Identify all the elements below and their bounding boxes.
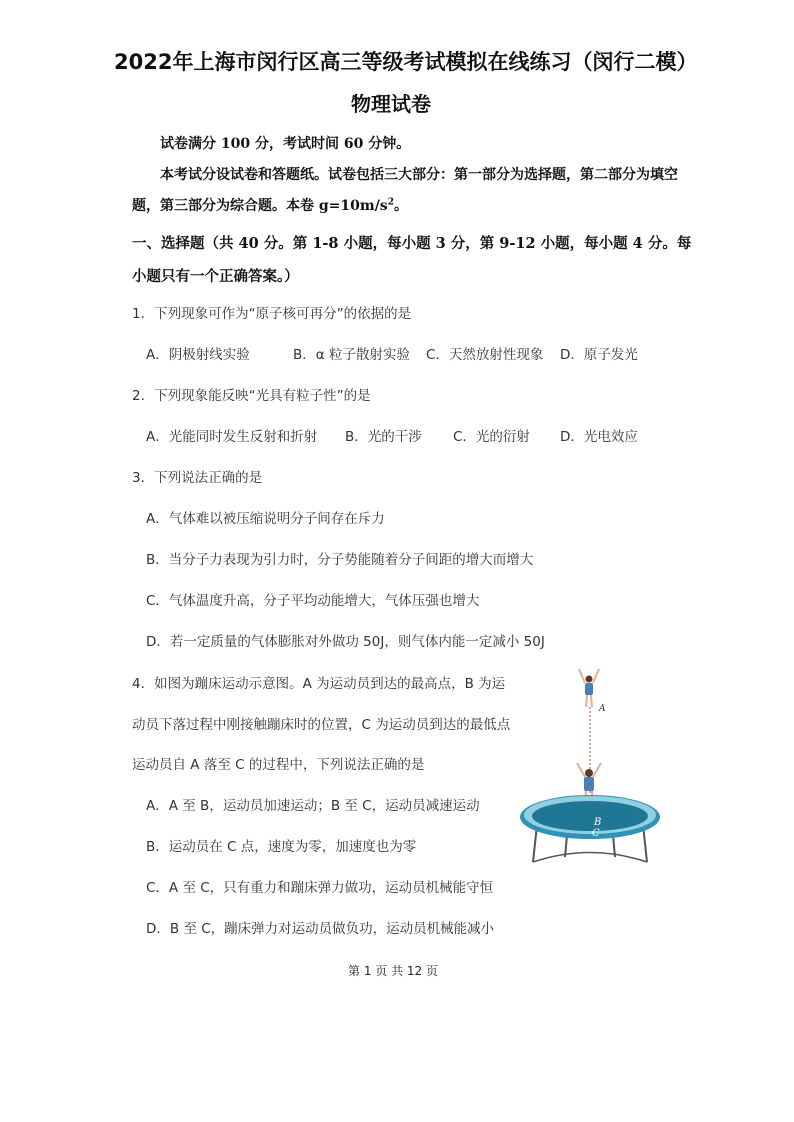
intro-line-3-text: 题，第三部分为综合题。本卷 g=10m/s — [132, 198, 388, 214]
question-1-option-d: D．原子发光 — [560, 347, 638, 363]
athlete-top — [579, 669, 599, 707]
question-4-stem-line-3: 运动员自 A 落至 C 的过程中，下列说法正确的是 — [132, 757, 425, 773]
page-subtitle: 物理试卷 — [351, 92, 431, 116]
intro-line-3-end: 。 — [393, 198, 408, 214]
section-1-heading-cont: 小题只有一个正确答案。） — [132, 268, 299, 285]
question-4-option-a: A．A 至 B，运动员加速运动；B 至 C，运动员减速运动 — [146, 798, 480, 814]
section-1-heading: 一、选择题（共 40 分。第 1-8 小题，每小题 3 分，第 9-12 小题，每小题 4 分。每 — [132, 235, 692, 252]
question-1-option-a: A．阴极射线实验 — [146, 347, 250, 363]
question-3-option-b: B．当分子力表现为引力时，分子势能随着分子间距的增大而增大 — [146, 552, 534, 568]
question-1-option-b: B．α 粒子散射实验 — [293, 347, 410, 363]
question-4-option-b: B．运动员在 C 点，速度为零，加速度也为零 — [146, 839, 417, 855]
trampoline-figure — [515, 665, 665, 865]
question-2-option-d: D．光电效应 — [560, 429, 638, 445]
question-1-option-c: C．天然放射性现象 — [426, 347, 544, 363]
question-2-option-a: A．光能同时发生反射和折射 — [146, 429, 318, 445]
question-3-option-c: C．气体温度升高，分子平均动能增大，气体压强也增大 — [146, 593, 480, 609]
intro-line-2: 本考试分设试卷和答题纸。试卷包括三大部分：第一部分为选择题，第二部分为填空 — [160, 167, 678, 183]
question-4-stem-line-1: 4．如图为蹦床运动示意图。A 为运动员到达的最高点，B 为运 — [132, 676, 506, 692]
label-b: B — [594, 817, 602, 828]
intro-line-3 — [132, 195, 408, 215]
trampoline — [520, 795, 660, 862]
page-footer: 第 1 页 共 12 页 — [348, 964, 438, 978]
question-2-option-c: C．光的衍射 — [453, 429, 530, 445]
question-2-stem: 2．下列现象能反映“光具有粒子性”的是 — [132, 388, 371, 404]
label-a: A — [599, 704, 606, 714]
question-4-option-d: D．B 至 C，蹦床弹力对运动员做负功，运动员机械能减小 — [146, 921, 495, 937]
question-4-stem-line-2: 动员下落过程中刚接触蹦床时的位置，C 为运动员到达的最低点 — [132, 717, 511, 733]
intro-line-1: 试卷满分 100 分，考试时间 60 分钟。 — [160, 136, 411, 152]
question-3-option-d: D．若一定质量的气体膨胀对外做功 50J，则气体内能一定减小 50J — [146, 634, 545, 650]
question-4-option-c: C．A 至 C，只有重力和蹦床弹力做功，运动员机械能守恒 — [146, 880, 494, 896]
question-2-option-b: B．光的干涉 — [345, 429, 422, 445]
question-3-stem: 3．下列说法正确的是 — [132, 470, 263, 486]
intro-line-3-sup: 2 — [387, 197, 394, 208]
label-c: C — [592, 828, 600, 839]
question-3-option-a: A．气体难以被压缩说明分子间存在斥力 — [146, 511, 385, 527]
question-1-stem: 1．下列现象可作为“原子核可再分”的依据的是 — [132, 306, 412, 322]
page-title: 2022年上海市闵行区高三等级考试模拟在线练习（闵行二模） — [114, 50, 698, 74]
